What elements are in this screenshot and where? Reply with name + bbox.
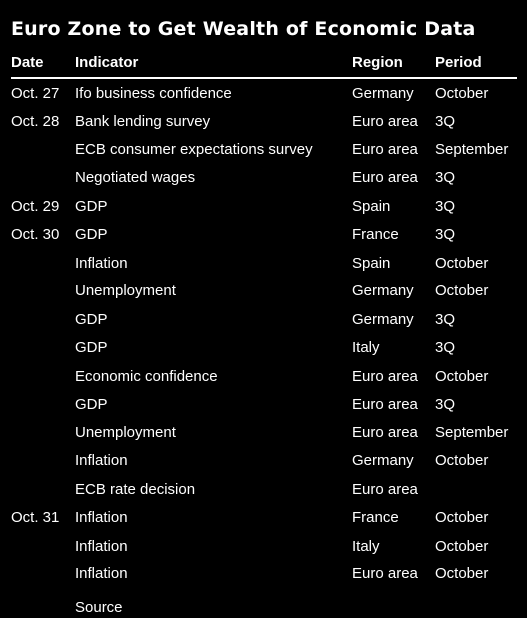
table-row — [0, 225, 527, 245]
table-row — [0, 564, 527, 584]
cell-indicator: GDP — [75, 311, 108, 328]
cell-region: Germany — [352, 282, 414, 299]
cell-period: October — [435, 85, 489, 102]
table-row — [0, 480, 527, 500]
cell-indicator: Unemployment — [75, 282, 176, 299]
cell-period: October — [435, 538, 489, 555]
cell-region: Euro area — [352, 396, 418, 413]
cell-region: Euro area — [352, 113, 418, 130]
cell-date: Oct. 29 — [11, 198, 60, 215]
cell-period: October — [435, 509, 489, 526]
column-header-indicator: Indicator — [75, 54, 139, 71]
cell-region: Euro area — [352, 141, 418, 158]
table-row — [0, 197, 527, 217]
table-row — [0, 281, 527, 301]
cell-region: Germany — [352, 311, 414, 328]
cell-region: Germany — [352, 85, 414, 102]
table-row — [0, 254, 527, 274]
cell-region: Euro area — [352, 565, 418, 582]
cell-region: Spain — [352, 198, 391, 215]
table-row — [0, 367, 527, 387]
cell-indicator: Unemployment — [75, 424, 176, 441]
column-header-date: Date — [11, 54, 44, 71]
cell-period: 3Q — [435, 169, 456, 186]
cell-indicator: Economic confidence — [75, 368, 218, 385]
cell-date: Oct. 30 — [11, 226, 60, 243]
cell-period: September — [435, 141, 509, 158]
cell-indicator: Negotiated wages — [75, 169, 196, 186]
cell-region: France — [352, 226, 399, 243]
table-row — [0, 537, 527, 557]
cell-indicator: Inflation — [75, 509, 128, 526]
cell-indicator: GDP — [75, 396, 108, 413]
cell-indicator: GDP — [75, 339, 108, 356]
cell-region: Euro area — [352, 169, 418, 186]
cell-period: 3Q — [435, 198, 456, 215]
cell-indicator: Inflation — [75, 538, 128, 555]
cell-indicator: GDP — [75, 198, 108, 215]
cell-indicator: Inflation — [75, 452, 128, 469]
cell-period: October — [435, 565, 489, 582]
table-title: Euro Zone to Get Wealth of Economic Data — [11, 18, 476, 40]
footer-note-cut: Source — [75, 599, 123, 616]
cell-region: France — [352, 509, 399, 526]
cell-date: Oct. 31 — [11, 509, 60, 526]
column-header-region: Region — [352, 54, 403, 71]
cell-region: Italy — [352, 339, 380, 356]
cell-period: September — [435, 424, 509, 441]
cell-region: Euro area — [352, 368, 418, 385]
cell-region: Spain — [352, 255, 391, 272]
table-row — [0, 338, 527, 358]
cell-indicator: ECB consumer expectations survey — [75, 141, 313, 158]
table-row — [0, 84, 527, 104]
cell-period: October — [435, 368, 489, 385]
cell-date: Oct. 27 — [11, 85, 60, 102]
table-row — [0, 310, 527, 330]
cell-indicator: GDP — [75, 226, 108, 243]
table-row — [0, 508, 527, 528]
table-row — [0, 112, 527, 132]
cell-period: 3Q — [435, 396, 456, 413]
cell-period: 3Q — [435, 226, 456, 243]
cell-indicator: Inflation — [75, 255, 128, 272]
cell-region: Italy — [352, 538, 380, 555]
cell-region: Euro area — [352, 424, 418, 441]
cell-period: 3Q — [435, 113, 456, 130]
cell-period: 3Q — [435, 311, 456, 328]
table-row — [0, 395, 527, 415]
cell-region: Germany — [352, 452, 414, 469]
cell-period: October — [435, 255, 489, 272]
table-row — [0, 140, 527, 160]
cell-indicator: Ifo business confidence — [75, 85, 232, 102]
cell-region: Euro area — [352, 481, 418, 498]
table-row — [0, 168, 527, 188]
cell-indicator: Inflation — [75, 565, 128, 582]
cell-period: October — [435, 452, 489, 469]
cell-indicator: ECB rate decision — [75, 481, 196, 498]
cell-indicator: Bank lending survey — [75, 113, 211, 130]
cell-period: 3Q — [435, 339, 456, 356]
cell-period: October — [435, 282, 489, 299]
column-header-period: Period — [435, 54, 482, 71]
table-row — [0, 423, 527, 443]
table-row — [0, 451, 527, 471]
cell-date: Oct. 28 — [11, 113, 60, 130]
